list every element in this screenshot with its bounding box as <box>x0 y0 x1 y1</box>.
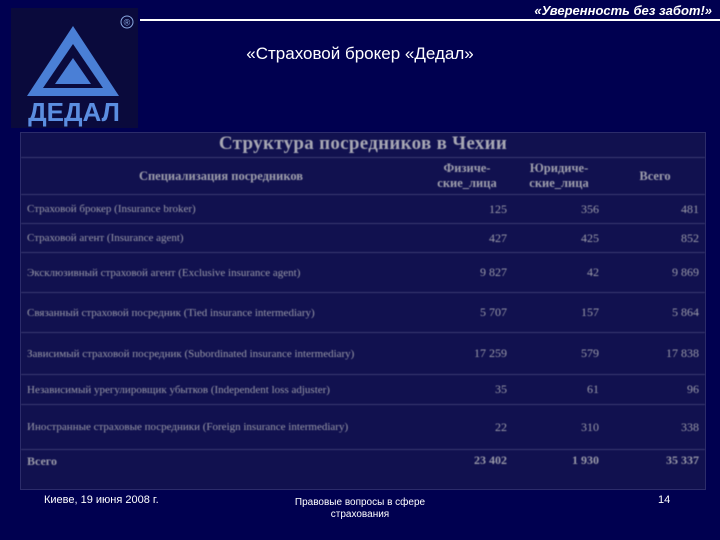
logo-graphic <box>11 8 138 128</box>
row-legal: 42 <box>513 253 605 293</box>
intermediaries-table-panel <box>20 132 706 490</box>
row-name: Зависимый страховой посредник (Subordinated insurance intermediary) <box>21 333 421 375</box>
tagline: «Уверенность без забот!» <box>534 3 712 18</box>
header-individuals: Физиче-ские_лица <box>421 158 513 195</box>
registered-mark: ® <box>123 17 131 28</box>
table-row <box>21 333 705 375</box>
footer-subject: Правовые вопросы в сфере страхования <box>294 497 426 520</box>
row-total: 9 869 <box>605 253 705 293</box>
row-total: 852 <box>605 224 705 253</box>
row-total: 481 <box>605 195 705 224</box>
total-individuals: 23 402 <box>421 450 513 472</box>
table-header-row <box>21 158 705 195</box>
table-row <box>21 375 705 405</box>
row-total: 5 864 <box>605 293 705 333</box>
row-total: 338 <box>605 405 705 450</box>
row-individuals: 9 827 <box>421 253 513 293</box>
row-individuals: 35 <box>421 375 513 405</box>
row-name: Эксклюзивный страховой агент (Exclusive insurance agent) <box>21 253 421 293</box>
table-row <box>21 195 705 224</box>
total-total: 35 337 <box>605 450 705 472</box>
row-name: Страховой брокер (Insurance broker) <box>21 195 421 224</box>
table-row <box>21 405 705 450</box>
table-row <box>21 224 705 253</box>
intermediaries-table <box>21 157 705 472</box>
row-legal: 310 <box>513 405 605 450</box>
header-legal: Юридиче-ские_лица <box>513 158 605 195</box>
table-row <box>21 293 705 333</box>
header-total: Всего <box>605 158 705 195</box>
row-individuals: 5 707 <box>421 293 513 333</box>
row-name: Независимый урегулировщик убытков (Independent loss adjuster) <box>21 375 421 405</box>
footer-date: Киеве, 19 июня 2008 г. <box>44 494 159 506</box>
total-label: Всего <box>21 450 421 472</box>
row-individuals: 427 <box>421 224 513 253</box>
row-name: Страховой агент (Insurance agent) <box>21 224 421 253</box>
page-title: «Страховой брокер «Дедал» <box>246 44 474 63</box>
table-title: Структура посредников в Чехии <box>218 133 508 154</box>
header-divider <box>140 19 720 21</box>
table-row <box>21 253 705 293</box>
row-legal: 61 <box>513 375 605 405</box>
header-specialization: Специализация посредников <box>21 158 421 195</box>
row-name: Иностранные страховые посредники (Foreign insurance intermediary) <box>21 405 421 450</box>
row-legal: 157 <box>513 293 605 333</box>
row-legal: 579 <box>513 333 605 375</box>
row-total: 96 <box>605 375 705 405</box>
row-legal: 425 <box>513 224 605 253</box>
logo-text: ДЕДАЛ <box>28 97 120 127</box>
row-individuals: 125 <box>421 195 513 224</box>
table-total-row <box>21 450 705 472</box>
page-number: 14 <box>658 494 671 506</box>
row-name: Связанный страховой посредник (Tied insurance intermediary) <box>21 293 421 333</box>
company-logo <box>11 8 138 128</box>
total-legal: 1 930 <box>513 450 605 472</box>
row-total: 17 838 <box>605 333 705 375</box>
row-individuals: 17 259 <box>421 333 513 375</box>
row-individuals: 22 <box>421 405 513 450</box>
row-legal: 356 <box>513 195 605 224</box>
